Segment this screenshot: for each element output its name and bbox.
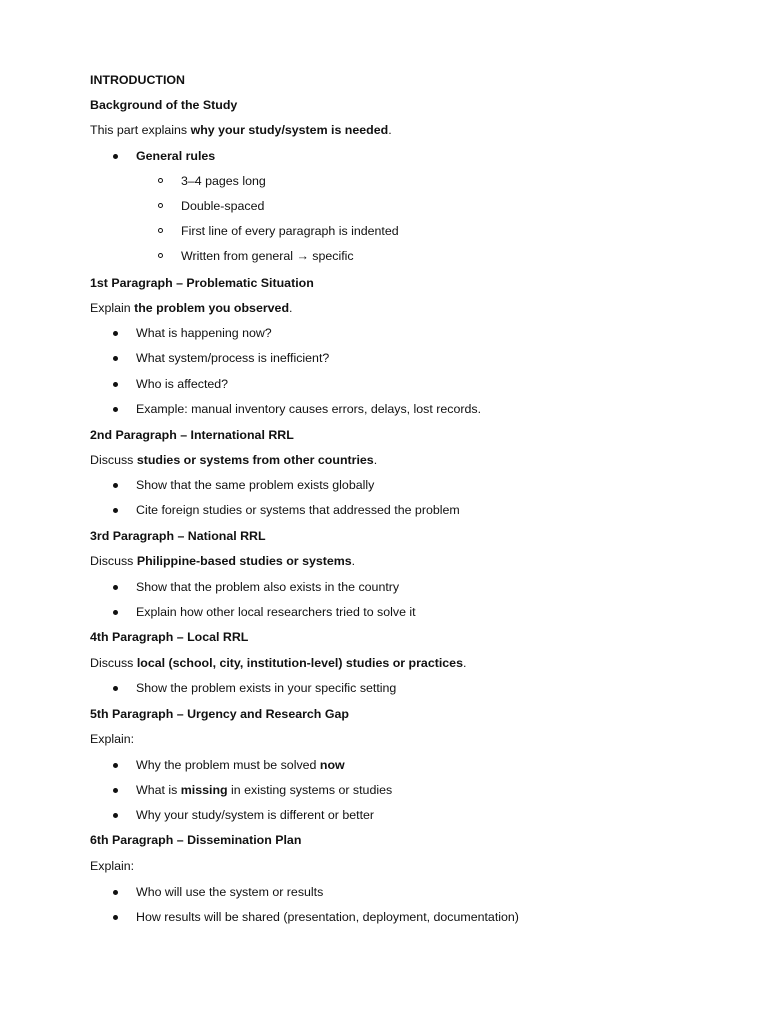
paragraph-intro: Discuss Philippine-based studies or systems.	[90, 554, 356, 568]
circle-bullet-icon	[158, 178, 163, 183]
paragraph-title: 5th Paragraph – Urgency and Research Gap	[90, 707, 349, 721]
bullet-icon	[113, 813, 118, 818]
paragraph-title: 1st Paragraph – Problematic Situation	[90, 276, 314, 290]
bullet-icon	[113, 585, 118, 590]
bullet-icon	[113, 610, 118, 615]
heading: INTRODUCTION	[90, 73, 185, 87]
bullet-icon	[113, 788, 118, 793]
paragraph-title: 3rd Paragraph – National RRL	[90, 529, 266, 543]
intro-text: This part explains why your study/system is needed.	[90, 123, 392, 137]
section-title: Background of the Study	[90, 98, 238, 112]
paragraph-title: 4th Paragraph – Local RRL	[90, 630, 249, 644]
circle-bullet-icon	[158, 253, 163, 258]
bullet-icon	[113, 686, 118, 691]
bullet-icon	[113, 915, 118, 920]
paragraph-intro: Discuss local (school, city, institution-level) studies or practices.	[90, 656, 467, 670]
circle-bullet-icon	[158, 228, 163, 233]
paragraph-intro: Discuss studies or systems from other countries.	[90, 453, 378, 467]
bullet-icon	[113, 508, 118, 513]
bullet-icon	[113, 763, 118, 768]
document-page: INTRODUCTION Background of the Study This part explains why your study/system is needed. General rules 3–4 pages long Double-spaced First line of every paragraph is indented Written from general → specific 1st Paragraph – Problematic Situation Explain the problem you observed. What is happening now? What system/process is inefficient? Who is affected? Example: manual inventory causes errors, delays, lost records. 2nd Paragraph – International RRL Discuss studies or systems from other countries. Show that the same problem exists globally Cite foreign studies or systems that addressed the problem 3rd Paragraph – National RRL Discuss Philippine-based studies or systems. Show that the problem also exists in the country Explain how other local researchers tried to solve it 4th Paragraph – Local RRL Discuss local (school, city, institution-level) studies or practices. Show the problem exists in your specific setting 5th Paragraph – Urgency and Research Gap Explain: Why the problem must be solved now What is missing in existing systems or studies Why your study/system is different or better 6th Paragraph – Dissemination Plan Explain: Who will use the system or results How results will be shared (presentation, deployment, documentation)	[90, 73, 519, 924]
bullet-icon	[113, 356, 118, 361]
circle-bullet-icon	[158, 203, 163, 208]
paragraph-title: 2nd Paragraph – International RRL	[90, 428, 294, 442]
paragraph-intro: Explain:	[90, 732, 135, 746]
paragraph-title: 6th Paragraph – Dissemination Plan	[90, 833, 302, 847]
bullet-icon	[113, 407, 118, 412]
paragraph-intro: Explain:	[90, 859, 135, 873]
bullet-icon	[113, 331, 118, 336]
bullet-icon	[113, 890, 118, 895]
bullet-icon	[113, 382, 118, 387]
bullet-icon	[113, 483, 118, 488]
bullet-icon	[113, 154, 118, 159]
paragraph-intro: Explain the problem you observed.	[90, 301, 293, 315]
